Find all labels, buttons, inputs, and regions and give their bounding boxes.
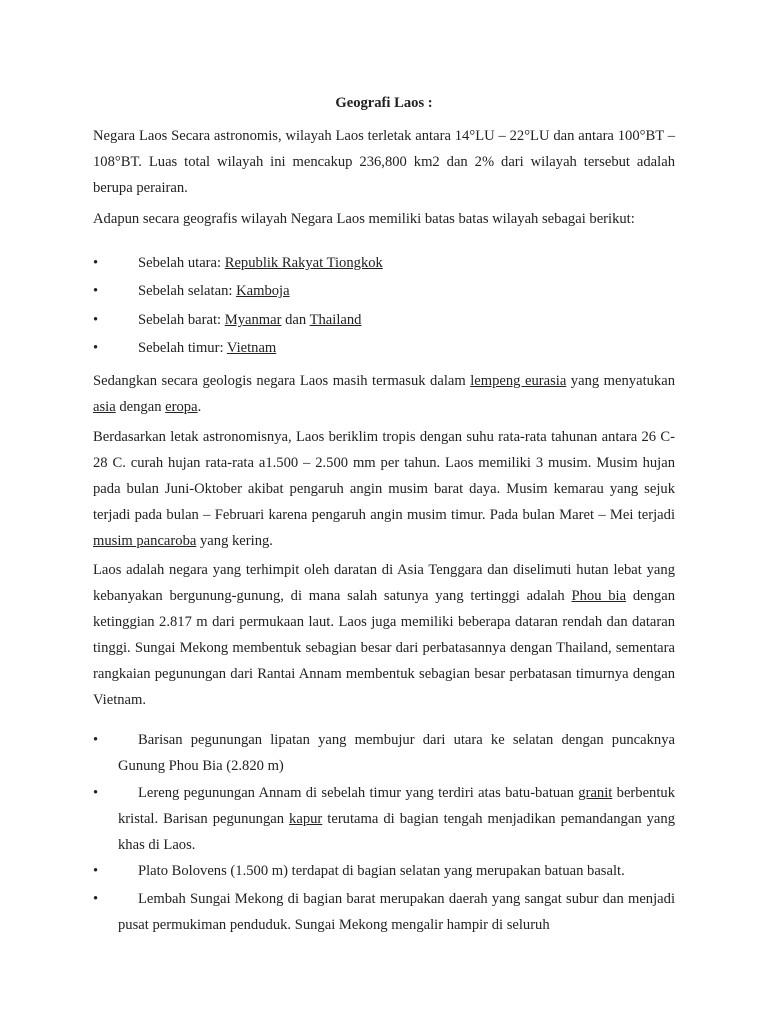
text-segment: Sedangkan secara geologis negara Laos masih termasuk dalam bbox=[93, 373, 471, 389]
list-item-east bbox=[93, 335, 675, 361]
list-item-bolovens-plateau bbox=[93, 858, 675, 884]
link-phou-bia[interactable]: Phou bia bbox=[571, 588, 627, 604]
link-lempeng-eurasia[interactable]: lempeng eurasia bbox=[470, 373, 567, 389]
text-segment: . bbox=[197, 399, 202, 415]
list-item-west bbox=[93, 307, 675, 333]
list-item-mekong-valley bbox=[93, 886, 675, 938]
list-item-label: Sebelah barat: bbox=[138, 312, 225, 328]
link-musim-pancaroba[interactable]: musim pancaroba bbox=[93, 533, 197, 549]
list-item-connector: dan bbox=[281, 312, 310, 328]
link-eropa[interactable]: eropa bbox=[165, 399, 198, 415]
text-segment: yang menyatukan bbox=[566, 373, 675, 389]
list-item-south bbox=[93, 278, 675, 304]
bullet-icon: • bbox=[93, 340, 99, 356]
list-item-north bbox=[93, 250, 675, 276]
intro-paragraph: Negara Laos Secara astronomis, wilayah Laos terletak antara 14°LU – 22°LU dan antara 100°BT – 108°BT. Luas total wilayah ini mencakup 236,800 km2 dan 2% dari wilayah tersebut adalah berupa perairan. bbox=[93, 128, 675, 196]
link-asia[interactable]: asia bbox=[93, 399, 116, 415]
text-segment: dengan bbox=[115, 399, 166, 415]
climate-paragraph bbox=[93, 424, 675, 554]
list-item-label: Sebelah selatan: bbox=[138, 283, 237, 299]
link-kamboja[interactable]: Kamboja bbox=[236, 283, 290, 299]
bullet-icon: • bbox=[93, 255, 99, 271]
bullet-icon: • bbox=[93, 863, 99, 879]
text-segment: terutama di bagian tengah menjadikan pemandangan yang khas di Laos. bbox=[118, 811, 675, 853]
list-item-label: Sebelah utara: bbox=[138, 255, 225, 271]
text-segment: Laos adalah negara yang terhimpit oleh daratan di Asia Tenggara dan diselimuti hutan lebat yang kebanyakan bergunung-gunung, di mana salah satunya yang tertinggi adalah bbox=[93, 562, 675, 604]
list-item-annam-slopes bbox=[93, 780, 675, 858]
text-segment: berbentuk kristal. Barisan pegunungan bbox=[118, 785, 675, 827]
geology-paragraph bbox=[93, 368, 675, 420]
link-myanmar[interactable]: Myanmar bbox=[224, 312, 282, 328]
bullet-icon: • bbox=[93, 891, 99, 907]
text-segment: Berdasarkan letak astronomisnya, Laos beriklim tropis dengan suhu rata-rata tahunan antara 26 C-28 C. curah hujan rata-rata a1.500 – 2.500 mm per tahun. Laos memiliki 3 musim. Musim hujan pada bulan Juni-Oktober akibat pengaruh angin musim barat daya. Musim kemarau yang sejuk terjadi pada bulan – Februari karena pengaruh angin musim timur. Pada bulan Maret – Mei terjadi bbox=[93, 429, 675, 523]
link-tiongkok[interactable]: Republik Rakyat Tiongkok bbox=[224, 255, 383, 271]
list-item-label: Sebelah timur: bbox=[138, 340, 227, 356]
link-kapur[interactable]: kapur bbox=[289, 811, 323, 827]
bullet-icon: • bbox=[93, 732, 99, 748]
bullet-icon: • bbox=[93, 312, 99, 328]
borders-intro-paragraph: Adapun secara geografis wilayah Negara Laos memiliki batas batas wilayah sebagai berikut: bbox=[93, 211, 635, 227]
list-item-text: Lembah Sungai Mekong di bagian barat merupakan daerah yang sangat subur dan menjadi pusat permukiman penduduk. Sungai Mekong mengalir hampir di seluruh bbox=[118, 891, 675, 933]
page-title: Geografi Laos : bbox=[335, 95, 433, 111]
list-item-text: Barisan pegunungan lipatan yang membujur dari utara ke selatan dengan puncaknya Gunung Phou Bia (2.820 m) bbox=[118, 732, 675, 774]
list-item-text: Plato Bolovens (1.500 m) terdapat di bagian selatan yang merupakan batuan basalt. bbox=[138, 863, 625, 879]
bullet-icon: • bbox=[93, 283, 99, 299]
text-segment: yang kering. bbox=[196, 533, 273, 549]
link-granit[interactable]: granit bbox=[578, 785, 613, 801]
link-vietnam[interactable]: Vietnam bbox=[226, 340, 277, 356]
bullet-icon: • bbox=[93, 785, 99, 801]
link-thailand[interactable]: Thailand bbox=[309, 312, 362, 328]
text-segment: dengan ketinggian 2.817 m dari permukaan laut. Laos juga memiliki beberapa dataran rendah dan dataran tinggi. Sungai Mekong membentuk sebagian besar dari perbatasannya dengan Thailand, sementara rangkaian pegunungan dari Rantai Annam membentuk sebagian besar perbatasan timurnya dengan Vietnam. bbox=[93, 588, 676, 708]
text-segment: Lereng pegunungan Annam di sebelah timur yang terdiri atas batu-batuan bbox=[138, 785, 579, 801]
list-item-fold-mountains bbox=[93, 727, 675, 779]
topography-paragraph bbox=[93, 557, 675, 713]
